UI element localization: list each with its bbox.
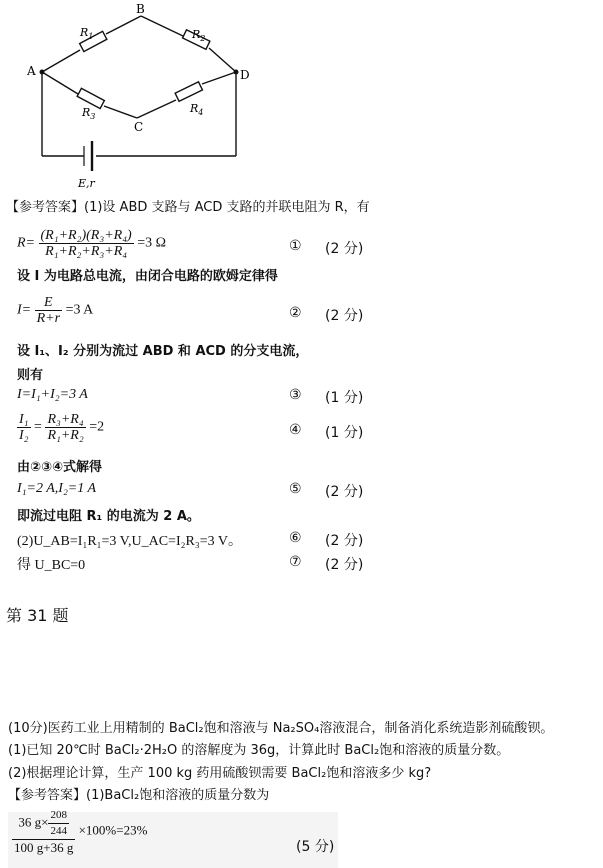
circuit-diagram [20, 0, 260, 195]
answer-heading: 【参考答案】(1)设 ABD 支路与 ACD 支路的并联电阻为 R，有 [6, 200, 370, 215]
resistor-label-r3: $R_3$ [82, 106, 96, 121]
equation-7: 得 U_BC=0 [17, 558, 86, 573]
resistor-label-r2: $R_2$ [192, 28, 206, 43]
q31-answer-heading: 【参考答案】(1)BaCl₂饱和溶液的质量分数为 [8, 788, 270, 803]
battery-label: E,r [78, 177, 95, 190]
text-let-i: 设 I 为电路总电流，由闭合电路的欧姆定律得 [17, 269, 278, 284]
eq-score-2: (2 分) [325, 308, 364, 324]
q31-line-2: (1)已知 20℃时 BaCl₂·2H₂O 的溶解度为 36g，计算此时 BaCl₂饱和溶液的质量分数。 [8, 743, 510, 758]
mass-fraction-formula: 36 g× $\frac{208}{244}$ 100 g+36 g ×100%=23% [14, 809, 148, 855]
eq-mark-6: ⑥ [289, 530, 302, 546]
eq-score-3: (1 分) [325, 390, 364, 406]
node-label-b: B [136, 2, 145, 16]
text-current-r1: 即流过电阻 R₁ 的电流为 2 A。 [17, 509, 200, 524]
text-then: 则有 [17, 368, 44, 383]
equation-2: I= $\frac{E}{R+r}$ =3 A [17, 295, 94, 326]
resistor-label-r1: $R_1$ [80, 26, 94, 41]
node-label-c: C [134, 120, 144, 134]
text-let-i1-i2: 设 I₁、I₂ 分别为流过 ABD 和 ACD 的分支电流， [17, 344, 309, 359]
equation-4: $\frac{\text{I₁}}{\text{I₂}}$ = $\frac{\text{R₃+R₄}}{\text{R₁+R₂}}$ =2 [19, 412, 105, 443]
equation-1: R= $\frac{\text{(R₁+R₂)(R₃+R₄)}}{\text{R₁+R₂+R₃+R₄}}$ =3 Ω [17, 228, 167, 259]
eq-score-7: (2 分) [325, 557, 364, 573]
eq-mark-2: ② [289, 305, 302, 321]
resistor-label-r4: $R_4$ [190, 102, 204, 117]
eq-mark-7: ⑦ [289, 554, 302, 570]
text-solve: 由②③④式解得 [17, 460, 103, 475]
equation-3: I=I₁+I₂=3 A [17, 387, 88, 402]
node-label-d: D [240, 68, 250, 82]
eq-mark-1: ① [289, 238, 302, 254]
question-number: 第 31 题 [6, 606, 69, 625]
eq-score-4: (1 分) [325, 425, 364, 441]
eq-mark-5: ⑤ [289, 481, 302, 497]
eq-mark-4: ④ [289, 422, 302, 438]
eq-score-5: (2 分) [325, 484, 364, 500]
formula-score: (5 分) [296, 839, 335, 855]
q31-line-1: (10分)医药工业上用精制的 BaCl₂饱和溶液与 Na₂SO₄溶液混合，制备消化系统造影剂硫酸钡。 [8, 721, 554, 736]
node-label-a: A [27, 64, 36, 78]
eq-score-1: (2 分) [325, 241, 364, 257]
equation-6: (2)U_AB=I₁R₁=3 V,U_AC=I₂R₃=3 V。 [17, 534, 242, 549]
q31-line-3: (2)根据理论计算，生产 100 kg 药用硫酸钡需要 BaCl₂饱和溶液多少 kg? [8, 766, 432, 781]
equation-5: I₁=2 A,I₂=1 A [17, 481, 97, 496]
eq-score-6: (2 分) [325, 533, 364, 549]
eq-mark-3: ③ [289, 387, 302, 403]
